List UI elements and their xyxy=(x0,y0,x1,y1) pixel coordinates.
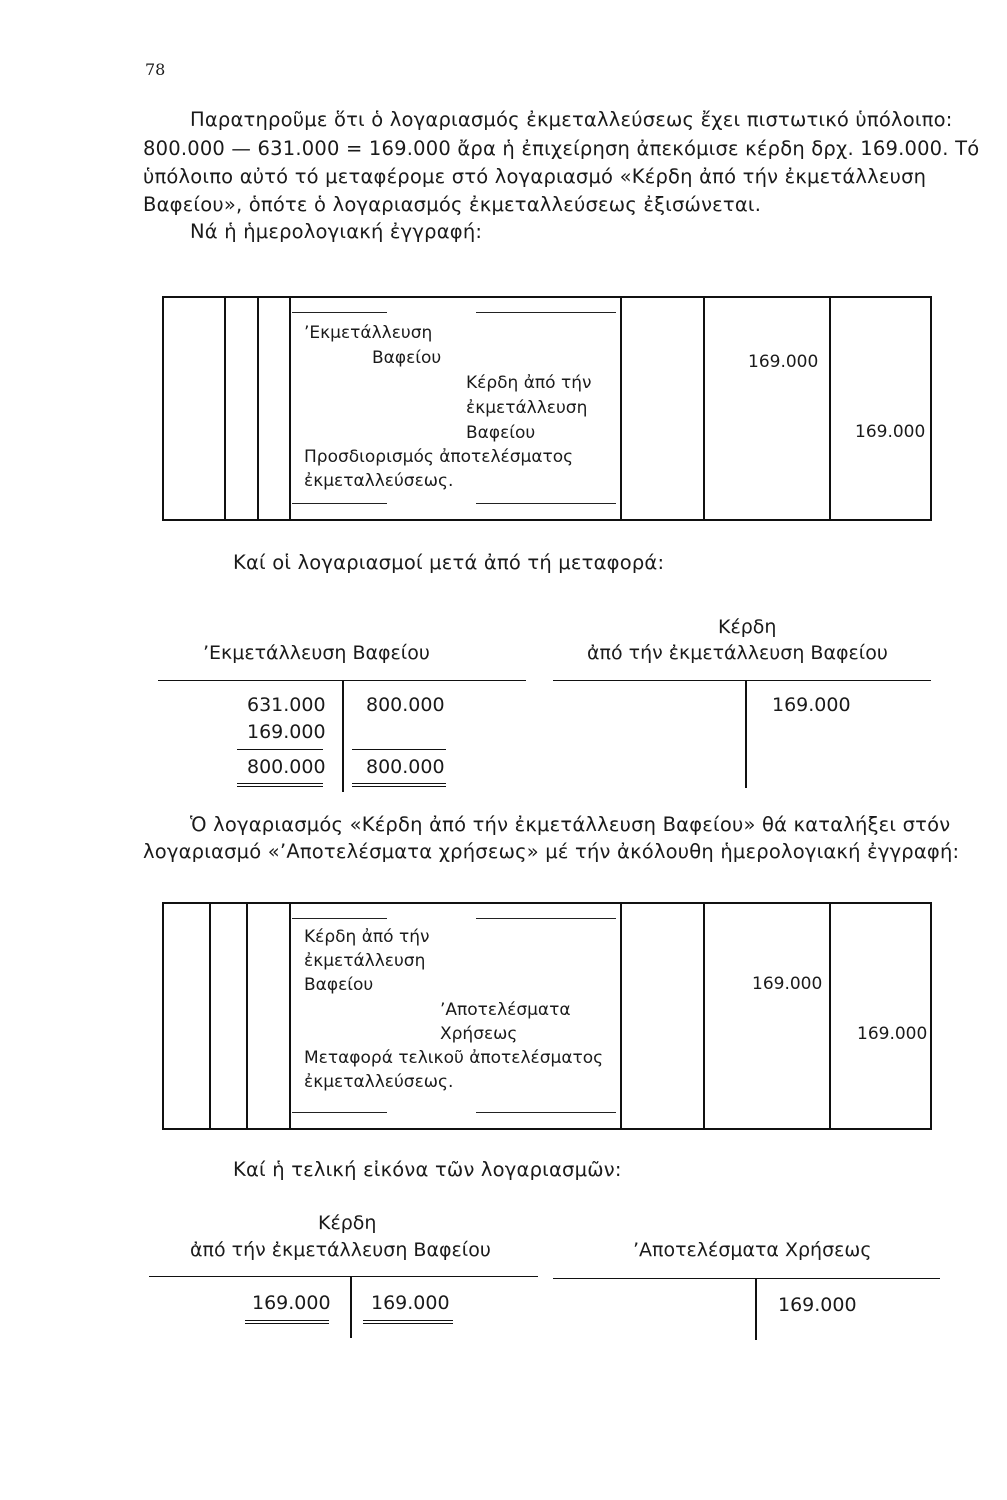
j2-debit-amount: 169.000 xyxy=(752,974,823,994)
j2-narration-line-2: ἐκμεταλλεύσεως. xyxy=(304,1072,454,1092)
page-number: 78 xyxy=(145,60,166,79)
ledger1-right-title-line-1: Κέρδη xyxy=(718,616,777,638)
j2-debit-account-line-3: Βαφείου xyxy=(304,975,374,995)
j1-debit-account-line-2: Βαφείου xyxy=(372,348,442,368)
j1-credit-account-line-2: ἐκμετάλλευση xyxy=(466,398,588,418)
ledger2-left-title-line-1: Κέρδη xyxy=(318,1212,377,1234)
j1-debit-amount: 169.000 xyxy=(748,352,819,372)
ledger1-left-credit-total: 800.000 xyxy=(366,756,445,778)
intro-line-2: 800.000 — 631.000 = 169.000 ἄρα ἡ ἐπιχείρηση ἀπεκόμισε κέρδη δρχ. 169.000. Τό xyxy=(143,137,980,160)
j1-credit-amount: 169.000 xyxy=(855,422,926,442)
ledger2-left-title-line-2: ἀπό τήν ἐκμετάλλευση Βαφείου xyxy=(190,1239,491,1261)
j1-credit-account-line-1: Κέρδη ἀπό τήν xyxy=(466,373,592,393)
j1-narration-line-1: Προσδιορισμός ἀποτελέσματος xyxy=(304,447,574,467)
ledger1-right-credit-1: 169.000 xyxy=(772,694,851,716)
ledger1-left-debit-1: 631.000 xyxy=(247,694,326,716)
ledger2-right-title: ’Αποτελέσματα Χρήσεως xyxy=(633,1239,872,1261)
j2-credit-account-line-1: ’Αποτελέσματα xyxy=(440,1000,571,1020)
j1-debit-account-line-1: ’Εκμετάλλευση xyxy=(304,323,433,343)
transition-2: Καί ἡ τελική εἰκόνα τῶν λογαριασμῶν: xyxy=(233,1158,622,1181)
ledger2-right-credit-1: 169.000 xyxy=(778,1294,857,1316)
j1-narration-line-2: ἐκμεταλλεύσεως. xyxy=(304,471,454,491)
j2-debit-account-line-1: Κέρδη ἀπό τήν xyxy=(304,927,430,947)
j2-debit-account-line-2: ἐκμετάλλευση xyxy=(304,951,426,971)
ledger1-left-credit-1: 800.000 xyxy=(366,694,445,716)
j2-narration-line-1: Μεταφορά τελικοῦ ἀποτελέσματος xyxy=(304,1048,604,1068)
ledger1-left-debit-total: 800.000 xyxy=(247,756,326,778)
j2-credit-account-line-2: Χρήσεως xyxy=(440,1024,518,1044)
intro-line-5: Νά ἡ ἡμερολογιακή ἐγγραφή: xyxy=(190,220,483,243)
intro-line-3: ὑπόλοιπο αὐτό τό μεταφέρομε στό λογαριασμό «Κέρδη ἀπό τήν ἐκμετάλλευση xyxy=(143,165,927,188)
intro-line-1: Παρατηροῦμε ὅτι ὁ λογαριασμός ἐκμεταλλεύσεως ἔχει πιστωτικό ὑπόλοιπο: xyxy=(190,108,953,131)
ledger2-left-credit-total: 169.000 xyxy=(371,1292,450,1314)
para2-line-2: λογαριασμό «’Αποτελέσματα χρήσεως» μέ τήν ἀκόλουθη ἡμερολογιακή ἐγγραφή: xyxy=(143,840,960,863)
ledger2-left-debit-total: 169.000 xyxy=(252,1292,331,1314)
j2-credit-amount: 169.000 xyxy=(857,1024,928,1044)
j1-credit-account-line-3: Βαφείου xyxy=(466,423,536,443)
ledger1-left-title: ’Εκμετάλλευση Βαφείου xyxy=(203,642,430,664)
transition-1: Καί οἱ λογαριασμοί μετά ἀπό τή μεταφορά: xyxy=(233,551,665,574)
intro-line-4: Βαφείου», ὁπότε ὁ λογαριασμός ἐκμεταλλεύσεως ἐξισώνεται. xyxy=(143,193,762,216)
ledger1-left-debit-2: 169.000 xyxy=(247,721,326,743)
para2-line-1: Ὁ λογαριασμός «Κέρδη ἀπό τήν ἐκμετάλλευση Βαφείου» θά καταλήξει στόν xyxy=(190,813,951,836)
ledger1-right-title-line-2: ἀπό τήν ἐκμετάλλευση Βαφείου xyxy=(587,642,888,664)
